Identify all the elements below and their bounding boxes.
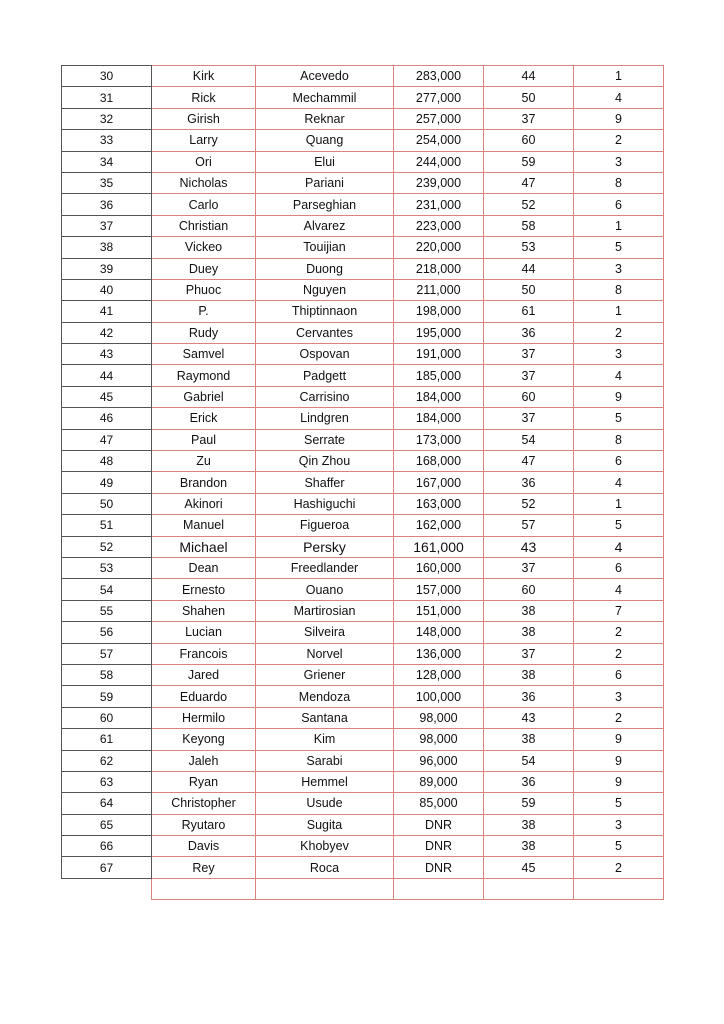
empty-row — [62, 878, 664, 899]
table-row — [62, 643, 664, 664]
group-cell: 5 — [574, 836, 664, 857]
group-cell: 9 — [574, 729, 664, 750]
group-cell: 9 — [574, 771, 664, 792]
age-cell: 37 — [484, 408, 574, 429]
empty-cell — [152, 878, 256, 899]
amount-cell: DNR — [394, 857, 484, 878]
age-cell: 61 — [484, 301, 574, 322]
amount-cell: 157,000 — [394, 579, 484, 600]
table-row — [62, 579, 664, 600]
first-name-cell: Gabriel — [152, 386, 256, 407]
first-name-cell: Erick — [152, 408, 256, 429]
amount-cell: DNR — [394, 814, 484, 835]
rank-cell: 58 — [62, 664, 152, 685]
first-name-cell: Larry — [152, 130, 256, 151]
last-name-cell: Mendoza — [256, 686, 394, 707]
amount-cell: 257,000 — [394, 108, 484, 129]
amount-cell: 98,000 — [394, 729, 484, 750]
group-cell: 5 — [574, 237, 664, 258]
group-cell: 3 — [574, 344, 664, 365]
table-row — [62, 536, 664, 557]
first-name-cell: Christopher — [152, 793, 256, 814]
rank-cell: 39 — [62, 258, 152, 279]
rank-cell: 60 — [62, 707, 152, 728]
first-name-cell: Ryutaro — [152, 814, 256, 835]
table-row — [62, 600, 664, 621]
age-cell: 45 — [484, 857, 574, 878]
amount-cell: 148,000 — [394, 622, 484, 643]
first-name-cell: Duey — [152, 258, 256, 279]
rank-cell: 50 — [62, 493, 152, 514]
last-name-cell: Carrisino — [256, 386, 394, 407]
age-cell: 44 — [484, 66, 574, 87]
last-name-cell: Acevedo — [256, 66, 394, 87]
last-name-cell: Kim — [256, 729, 394, 750]
age-cell: 52 — [484, 493, 574, 514]
first-name-cell: Davis — [152, 836, 256, 857]
rank-cell: 63 — [62, 771, 152, 792]
last-name-cell: Serrate — [256, 429, 394, 450]
age-cell: 50 — [484, 87, 574, 108]
last-name-cell: Thiptinnaon — [256, 301, 394, 322]
first-name-cell: Lucian — [152, 622, 256, 643]
amount-cell: 239,000 — [394, 172, 484, 193]
amount-cell: 220,000 — [394, 237, 484, 258]
amount-cell: 277,000 — [394, 87, 484, 108]
last-name-cell: Padgett — [256, 365, 394, 386]
rank-cell: 53 — [62, 557, 152, 578]
last-name-cell: Touijian — [256, 237, 394, 258]
age-cell: 38 — [484, 814, 574, 835]
first-name-cell: Christian — [152, 215, 256, 236]
table-row — [62, 622, 664, 643]
results-table — [61, 65, 664, 900]
last-name-cell: Quang — [256, 130, 394, 151]
age-cell: 47 — [484, 451, 574, 472]
age-cell: 54 — [484, 429, 574, 450]
age-cell: 36 — [484, 686, 574, 707]
last-name-cell: Roca — [256, 857, 394, 878]
age-cell: 60 — [484, 579, 574, 600]
table-row — [62, 493, 664, 514]
table-row — [62, 814, 664, 835]
last-name-cell: Hemmel — [256, 771, 394, 792]
table-row — [62, 322, 664, 343]
first-name-cell: Keyong — [152, 729, 256, 750]
amount-cell: 211,000 — [394, 279, 484, 300]
rank-cell: 45 — [62, 386, 152, 407]
first-name-cell: Kirk — [152, 66, 256, 87]
table-row — [62, 258, 664, 279]
rank-cell: 51 — [62, 515, 152, 536]
group-cell: 8 — [574, 172, 664, 193]
last-name-cell: Usude — [256, 793, 394, 814]
table-row — [62, 386, 664, 407]
age-cell: 37 — [484, 365, 574, 386]
table-row — [62, 151, 664, 172]
age-cell: 59 — [484, 793, 574, 814]
amount-cell: 198,000 — [394, 301, 484, 322]
last-name-cell: Nguyen — [256, 279, 394, 300]
last-name-cell: Lindgren — [256, 408, 394, 429]
group-cell: 6 — [574, 557, 664, 578]
first-name-cell: Phuoc — [152, 279, 256, 300]
rank-cell: 47 — [62, 429, 152, 450]
table-row — [62, 429, 664, 450]
table-row — [62, 707, 664, 728]
first-name-cell: Francois — [152, 643, 256, 664]
age-cell: 38 — [484, 622, 574, 643]
last-name-cell: Santana — [256, 707, 394, 728]
table-row — [62, 301, 664, 322]
last-name-cell: Freedlander — [256, 557, 394, 578]
last-name-cell: Elui — [256, 151, 394, 172]
group-cell: 1 — [574, 66, 664, 87]
group-cell: 2 — [574, 130, 664, 151]
table-row — [62, 750, 664, 771]
age-cell: 37 — [484, 557, 574, 578]
group-cell: 6 — [574, 664, 664, 685]
rank-cell: 36 — [62, 194, 152, 215]
group-cell: 2 — [574, 322, 664, 343]
empty-cell — [62, 878, 152, 899]
table-row — [62, 215, 664, 236]
table-row — [62, 664, 664, 685]
rank-cell: 41 — [62, 301, 152, 322]
rank-cell: 32 — [62, 108, 152, 129]
amount-cell: 85,000 — [394, 793, 484, 814]
amount-cell: 184,000 — [394, 386, 484, 407]
table-row — [62, 836, 664, 857]
table-row — [62, 365, 664, 386]
rank-cell: 46 — [62, 408, 152, 429]
first-name-cell: Brandon — [152, 472, 256, 493]
group-cell: 7 — [574, 600, 664, 621]
group-cell: 2 — [574, 707, 664, 728]
last-name-cell: Hashiguchi — [256, 493, 394, 514]
empty-cell — [484, 878, 574, 899]
first-name-cell: Jaleh — [152, 750, 256, 771]
age-cell: 37 — [484, 643, 574, 664]
table-row — [62, 237, 664, 258]
last-name-cell: Norvel — [256, 643, 394, 664]
rank-cell: 57 — [62, 643, 152, 664]
rank-cell: 33 — [62, 130, 152, 151]
amount-cell: 162,000 — [394, 515, 484, 536]
last-name-cell: Ouano — [256, 579, 394, 600]
last-name-cell: Qin Zhou — [256, 451, 394, 472]
table-row — [62, 408, 664, 429]
group-cell: 8 — [574, 429, 664, 450]
age-cell: 60 — [484, 130, 574, 151]
first-name-cell: Carlo — [152, 194, 256, 215]
group-cell: 3 — [574, 151, 664, 172]
table-row — [62, 793, 664, 814]
table-row — [62, 279, 664, 300]
group-cell: 2 — [574, 622, 664, 643]
rank-cell: 31 — [62, 87, 152, 108]
rank-cell: 52 — [62, 536, 152, 557]
first-name-cell: Ryan — [152, 771, 256, 792]
amount-cell: 128,000 — [394, 664, 484, 685]
rank-cell: 42 — [62, 322, 152, 343]
rank-cell: 62 — [62, 750, 152, 771]
last-name-cell: Pariani — [256, 172, 394, 193]
group-cell: 3 — [574, 814, 664, 835]
table-row — [62, 194, 664, 215]
first-name-cell: Hermilo — [152, 707, 256, 728]
first-name-cell: Rudy — [152, 322, 256, 343]
age-cell: 38 — [484, 600, 574, 621]
first-name-cell: Ernesto — [152, 579, 256, 600]
age-cell: 38 — [484, 729, 574, 750]
table-row — [62, 729, 664, 750]
age-cell: 37 — [484, 108, 574, 129]
amount-cell: 89,000 — [394, 771, 484, 792]
group-cell: 4 — [574, 536, 664, 557]
amount-cell: 223,000 — [394, 215, 484, 236]
table-row — [62, 130, 664, 151]
group-cell: 2 — [574, 643, 664, 664]
age-cell: 59 — [484, 151, 574, 172]
first-name-cell: Samvel — [152, 344, 256, 365]
age-cell: 36 — [484, 771, 574, 792]
first-name-cell: P. — [152, 301, 256, 322]
rank-cell: 30 — [62, 66, 152, 87]
last-name-cell: Martirosian — [256, 600, 394, 621]
rank-cell: 67 — [62, 857, 152, 878]
amount-cell: 283,000 — [394, 66, 484, 87]
age-cell: 37 — [484, 344, 574, 365]
last-name-cell: Silveira — [256, 622, 394, 643]
age-cell: 43 — [484, 536, 574, 557]
last-name-cell: Sugita — [256, 814, 394, 835]
last-name-cell: Khobyev — [256, 836, 394, 857]
group-cell: 9 — [574, 750, 664, 771]
rank-cell: 34 — [62, 151, 152, 172]
table-row — [62, 557, 664, 578]
group-cell: 5 — [574, 515, 664, 536]
rank-cell: 44 — [62, 365, 152, 386]
first-name-cell: Jared — [152, 664, 256, 685]
amount-cell: 244,000 — [394, 151, 484, 172]
last-name-cell: Mechammil — [256, 87, 394, 108]
table-row — [62, 771, 664, 792]
first-name-cell: Girish — [152, 108, 256, 129]
table-row — [62, 857, 664, 878]
rank-cell: 64 — [62, 793, 152, 814]
results-table-body — [62, 66, 664, 900]
amount-cell: 136,000 — [394, 643, 484, 664]
group-cell: 3 — [574, 686, 664, 707]
age-cell: 60 — [484, 386, 574, 407]
rank-cell: 66 — [62, 836, 152, 857]
table-row — [62, 515, 664, 536]
first-name-cell: Akinori — [152, 493, 256, 514]
table-row — [62, 344, 664, 365]
rank-cell: 55 — [62, 600, 152, 621]
rank-cell: 37 — [62, 215, 152, 236]
amount-cell: 185,000 — [394, 365, 484, 386]
first-name-cell: Eduardo — [152, 686, 256, 707]
group-cell: 4 — [574, 87, 664, 108]
rank-cell: 40 — [62, 279, 152, 300]
group-cell: 8 — [574, 279, 664, 300]
rank-cell: 65 — [62, 814, 152, 835]
table-row — [62, 172, 664, 193]
amount-cell: 168,000 — [394, 451, 484, 472]
last-name-cell: Ospovan — [256, 344, 394, 365]
empty-cell — [574, 878, 664, 899]
group-cell: 9 — [574, 108, 664, 129]
last-name-cell: Alvarez — [256, 215, 394, 236]
age-cell: 57 — [484, 515, 574, 536]
age-cell: 36 — [484, 472, 574, 493]
last-name-cell: Parseghian — [256, 194, 394, 215]
first-name-cell: Raymond — [152, 365, 256, 386]
amount-cell: 163,000 — [394, 493, 484, 514]
amount-cell: 167,000 — [394, 472, 484, 493]
rank-cell: 59 — [62, 686, 152, 707]
age-cell: 58 — [484, 215, 574, 236]
rank-cell: 38 — [62, 237, 152, 258]
rank-cell: 54 — [62, 579, 152, 600]
first-name-cell: Zu — [152, 451, 256, 472]
group-cell: 2 — [574, 857, 664, 878]
table-row — [62, 451, 664, 472]
table-row — [62, 108, 664, 129]
last-name-cell: Sarabi — [256, 750, 394, 771]
results-sheet — [61, 65, 664, 900]
group-cell: 6 — [574, 451, 664, 472]
last-name-cell: Shaffer — [256, 472, 394, 493]
first-name-cell: Paul — [152, 429, 256, 450]
amount-cell: 173,000 — [394, 429, 484, 450]
first-name-cell: Manuel — [152, 515, 256, 536]
first-name-cell: Vickeo — [152, 237, 256, 258]
age-cell: 52 — [484, 194, 574, 215]
age-cell: 43 — [484, 707, 574, 728]
first-name-cell: Dean — [152, 557, 256, 578]
amount-cell: 195,000 — [394, 322, 484, 343]
amount-cell: 231,000 — [394, 194, 484, 215]
last-name-cell: Figueroa — [256, 515, 394, 536]
amount-cell: DNR — [394, 836, 484, 857]
group-cell: 4 — [574, 472, 664, 493]
age-cell: 53 — [484, 237, 574, 258]
amount-cell: 184,000 — [394, 408, 484, 429]
last-name-cell: Griener — [256, 664, 394, 685]
age-cell: 50 — [484, 279, 574, 300]
amount-cell: 191,000 — [394, 344, 484, 365]
rank-cell: 48 — [62, 451, 152, 472]
group-cell: 1 — [574, 301, 664, 322]
amount-cell: 96,000 — [394, 750, 484, 771]
rank-cell: 49 — [62, 472, 152, 493]
first-name-cell: Rey — [152, 857, 256, 878]
rank-cell: 61 — [62, 729, 152, 750]
last-name-cell: Duong — [256, 258, 394, 279]
group-cell: 1 — [574, 493, 664, 514]
group-cell: 1 — [574, 215, 664, 236]
group-cell: 4 — [574, 365, 664, 386]
empty-cell — [256, 878, 394, 899]
amount-cell: 151,000 — [394, 600, 484, 621]
age-cell: 38 — [484, 664, 574, 685]
age-cell: 47 — [484, 172, 574, 193]
table-row — [62, 472, 664, 493]
rank-cell: 43 — [62, 344, 152, 365]
amount-cell: 254,000 — [394, 130, 484, 151]
age-cell: 36 — [484, 322, 574, 343]
rank-cell: 56 — [62, 622, 152, 643]
age-cell: 38 — [484, 836, 574, 857]
last-name-cell: Reknar — [256, 108, 394, 129]
amount-cell: 98,000 — [394, 707, 484, 728]
amount-cell: 161,000 — [394, 536, 484, 557]
group-cell: 5 — [574, 408, 664, 429]
amount-cell: 100,000 — [394, 686, 484, 707]
age-cell: 54 — [484, 750, 574, 771]
first-name-cell: Nicholas — [152, 172, 256, 193]
table-row — [62, 66, 664, 87]
group-cell: 5 — [574, 793, 664, 814]
table-row — [62, 686, 664, 707]
empty-cell — [394, 878, 484, 899]
group-cell: 3 — [574, 258, 664, 279]
age-cell: 44 — [484, 258, 574, 279]
table-row — [62, 87, 664, 108]
first-name-cell: Shahen — [152, 600, 256, 621]
rank-cell: 35 — [62, 172, 152, 193]
amount-cell: 218,000 — [394, 258, 484, 279]
last-name-cell: Persky — [256, 536, 394, 557]
group-cell: 6 — [574, 194, 664, 215]
first-name-cell: Rick — [152, 87, 256, 108]
first-name-cell: Ori — [152, 151, 256, 172]
group-cell: 4 — [574, 579, 664, 600]
group-cell: 9 — [574, 386, 664, 407]
amount-cell: 160,000 — [394, 557, 484, 578]
first-name-cell: Michael — [152, 536, 256, 557]
last-name-cell: Cervantes — [256, 322, 394, 343]
